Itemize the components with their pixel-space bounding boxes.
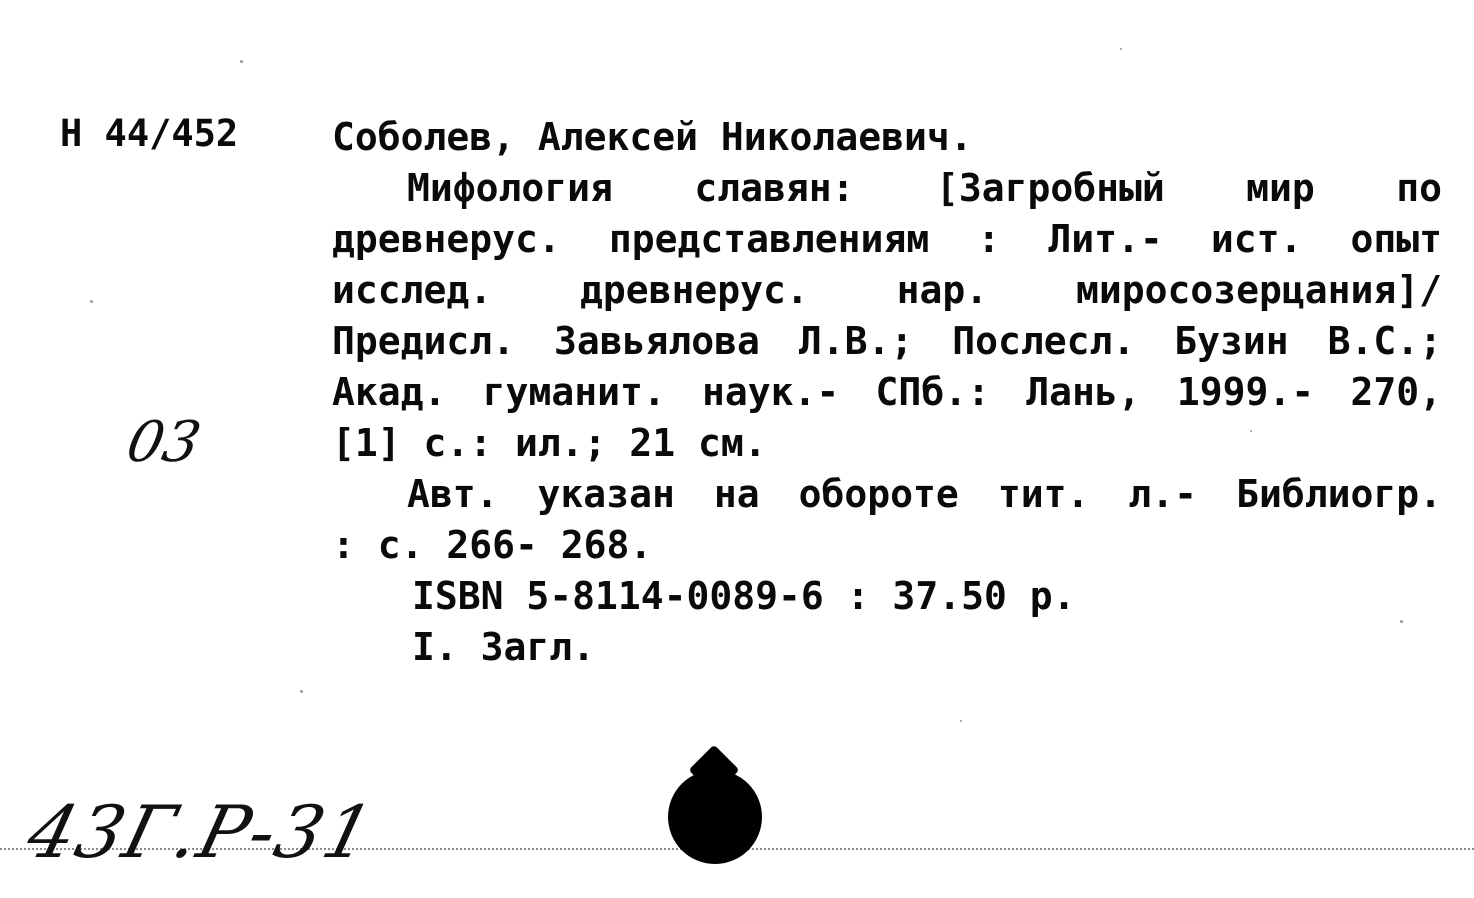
speck: [300, 690, 303, 693]
note-continuation-line: : с. 266- 268.: [332, 523, 653, 567]
handwritten-bottom-note: 43Г.Р-31: [19, 790, 384, 874]
responsibility-line: Предисл. Завьялова Л.В.; Послесл. Бузин В.С.;: [332, 319, 1442, 363]
isbn-line: ISBN 5-8114-0089-6 : 37.50 р.: [412, 574, 1076, 618]
author-heading: Соболев, Алексей Николаевич.: [332, 115, 973, 159]
bibliographic-entry: [332, 112, 1442, 673]
title-line: Мифология славян: [Загробный мир по: [407, 166, 1442, 210]
speck: [1400, 620, 1403, 623]
title-continuation-line: исслед. древнерус. нар. миросозерцания]/: [332, 268, 1442, 312]
tracing-line: I. Загл.: [412, 625, 596, 669]
speck: [1120, 48, 1122, 50]
speck: [90, 300, 93, 303]
title-continuation-line: древнерус. представлениям : Лит.- ист. опыт: [332, 217, 1442, 261]
call-number: Н 44/452: [60, 112, 239, 155]
handwritten-mark: 03: [121, 410, 207, 475]
note-line: Авт. указан на обороте тит. л.- Библиогр.: [407, 472, 1442, 516]
speck: [240, 60, 243, 63]
publication-line: Акад. гуманит. наук.- СПб.: Лань, 1999.- 270,: [332, 370, 1442, 414]
punch-hole: [668, 770, 762, 864]
physical-description-line: [1] с.: ил.; 21 см.: [332, 421, 767, 465]
speck: [960, 720, 962, 722]
speck: [1250, 430, 1252, 432]
